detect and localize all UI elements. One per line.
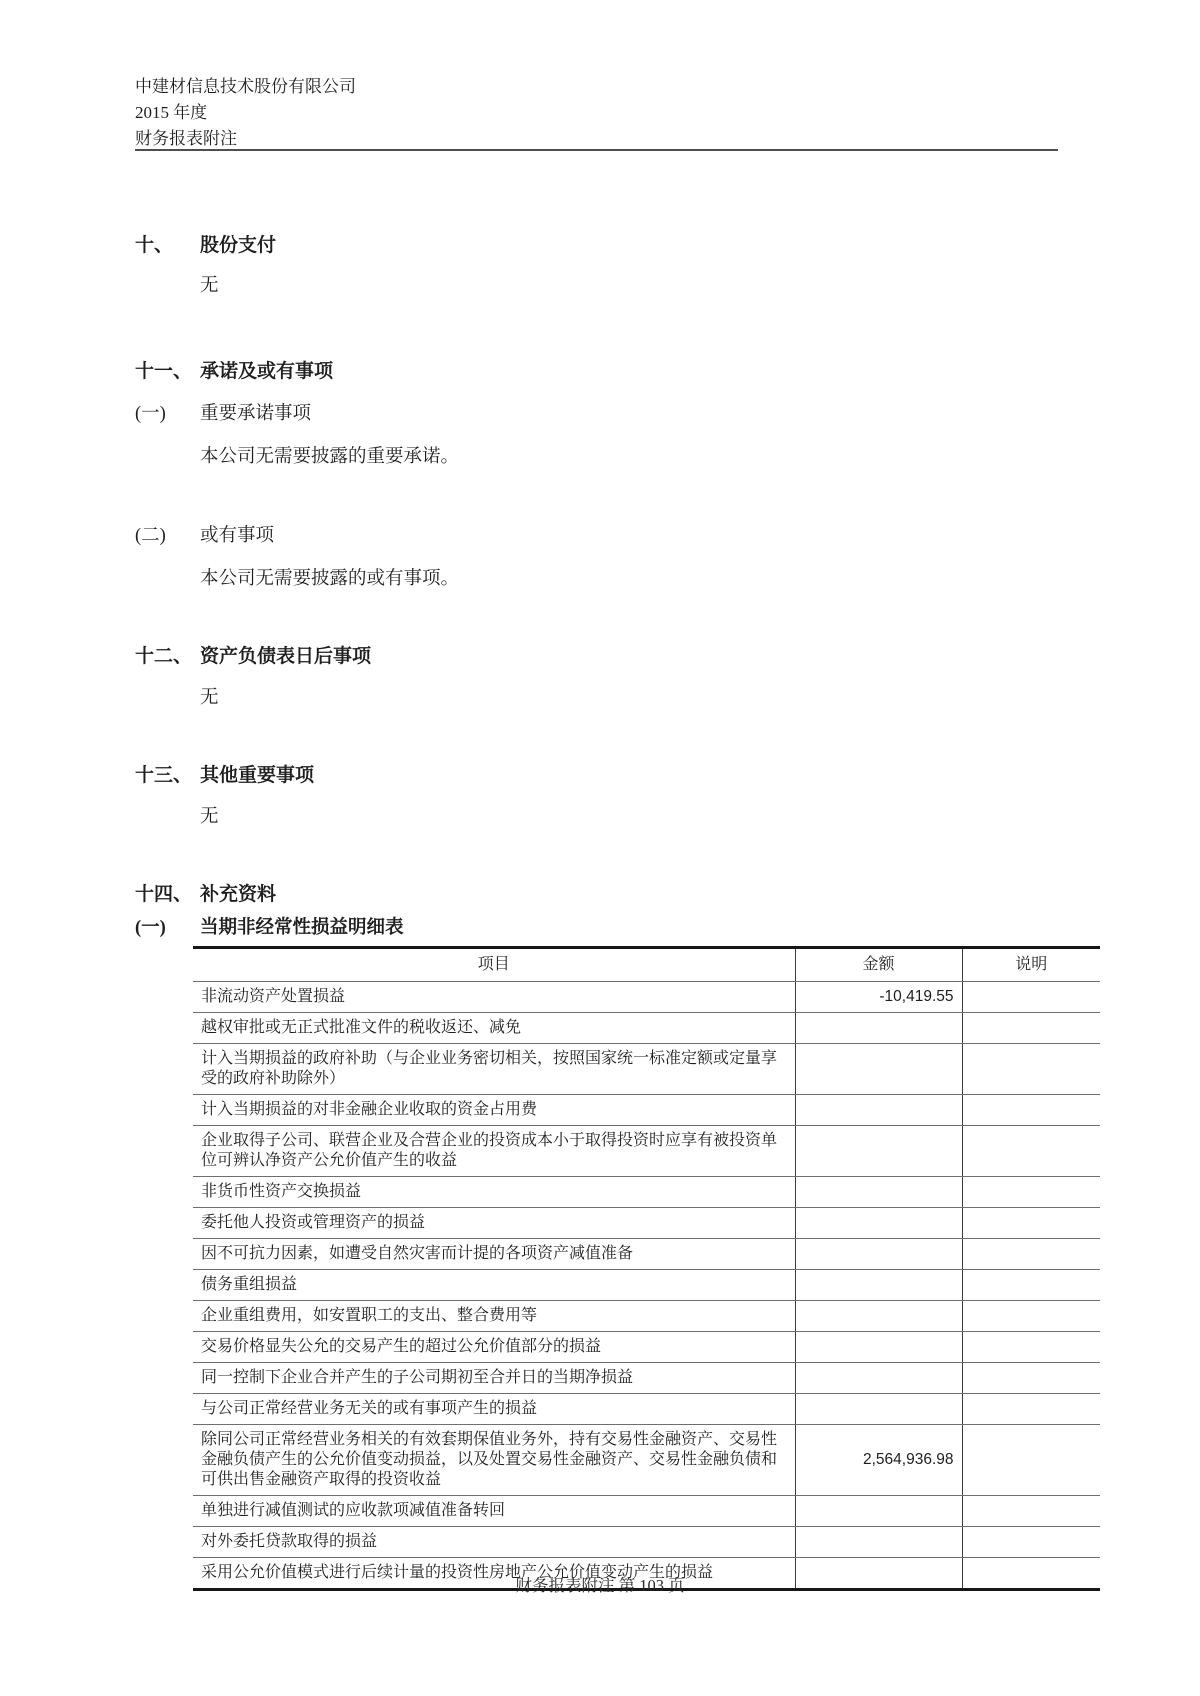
subsection-title: 当期非经常性损益明细表 [200, 918, 404, 938]
cell-item: 债务重组损益 [193, 1270, 795, 1301]
cell-amount [795, 1270, 962, 1301]
section-10-body: 无 [200, 276, 219, 296]
cell-amount [795, 1095, 962, 1126]
table-row [193, 1013, 1100, 1044]
document-header [135, 74, 356, 152]
cell-note [962, 1044, 1100, 1095]
document-title: 财务报表附注 [135, 129, 237, 148]
cell-item: 计入当期损益的政府补助（与企业业务密切相关，按照国家统一标准定额或定量享受的政府补助除外） [193, 1044, 795, 1095]
section-title: 补充资料 [200, 884, 277, 905]
cell-item: 企业取得子公司、联营企业及合营企业的投资成本小于取得投资时应享有被投资单位可辨认净资产公允价值产生的收益 [193, 1126, 795, 1177]
column-header-note: 说明 [962, 948, 1100, 982]
cell-amount [795, 1013, 962, 1044]
cell-item: 委托他人投资或管理资产的损益 [193, 1208, 795, 1239]
cell-item: 单独进行减值测试的应收款项减值准备转回 [193, 1496, 795, 1527]
section-number: 十、 [135, 235, 174, 256]
table-row [193, 1095, 1100, 1126]
table-row [193, 1270, 1100, 1301]
cell-item: 非流动资产处置损益 [193, 982, 795, 1013]
cell-item: 对外委托贷款取得的损益 [193, 1527, 795, 1558]
cell-note [962, 1332, 1100, 1363]
cell-item: 因不可抗力因素，如遭受自然灾害而计提的各项资产减值准备 [193, 1239, 795, 1270]
subsection-title: 重要承诺事项 [200, 404, 312, 424]
section-11-2-body: 本公司无需要披露的或有事项。 [200, 569, 460, 589]
cell-amount [795, 1527, 962, 1558]
cell-note [962, 982, 1100, 1013]
section-11-1-body: 本公司无需要披露的重要承诺。 [200, 447, 460, 467]
cell-item: 计入当期损益的对非金融企业收取的资金占用费 [193, 1095, 795, 1126]
cell-note [962, 1527, 1100, 1558]
cell-amount [795, 1363, 962, 1394]
table-row [193, 1301, 1100, 1332]
cell-note [962, 1126, 1100, 1177]
cell-item: 与公司正常经营业务无关的或有事项产生的损益 [193, 1394, 795, 1425]
cell-note [962, 1496, 1100, 1527]
cell-item: 采用公允价值模式进行后续计量的投资性房地产公允价值变动产生的损益 [193, 1558, 795, 1590]
table-row [193, 1394, 1100, 1425]
cell-amount [795, 1394, 962, 1425]
cell-amount [795, 1496, 962, 1527]
section-number: 十二、 [135, 646, 193, 667]
cell-note [962, 1239, 1100, 1270]
table-row [193, 1527, 1100, 1558]
header-divider [135, 149, 1058, 151]
cell-amount [795, 1177, 962, 1208]
section-title: 承诺及或有事项 [200, 361, 334, 382]
cell-note [962, 1095, 1100, 1126]
cell-note [962, 1363, 1100, 1394]
section-title: 其他重要事项 [200, 765, 315, 786]
page-footer: 财务报表附注 第 103 页 [515, 1576, 685, 1595]
non-recurring-gains-losses-table [193, 946, 1100, 1591]
section-14-1-heading [135, 913, 404, 939]
cell-amount: -10,419.55 [795, 982, 962, 1013]
cell-note [962, 1301, 1100, 1332]
cell-amount [795, 1239, 962, 1270]
cell-note [962, 1270, 1100, 1301]
cell-note [962, 1394, 1100, 1425]
cell-amount [795, 1126, 962, 1177]
table-row [193, 1496, 1100, 1527]
table-row [193, 1332, 1100, 1363]
cell-amount [795, 1332, 962, 1363]
section-13-body: 无 [200, 807, 219, 827]
column-header-item: 项目 [193, 948, 795, 982]
table-row [193, 1363, 1100, 1394]
section-number: 十四、 [135, 884, 193, 905]
section-12-heading [135, 641, 371, 668]
table-row [193, 1239, 1100, 1270]
section-11-2-heading [135, 521, 274, 547]
cell-amount: 2,564,936.98 [795, 1425, 962, 1496]
table-row [193, 1425, 1100, 1496]
cell-note [962, 1208, 1100, 1239]
report-year: 2015 年度 [135, 103, 208, 122]
cell-note [962, 1425, 1100, 1496]
section-10-heading [135, 230, 276, 257]
section-11-heading [135, 356, 333, 383]
table-row [193, 1044, 1100, 1095]
section-13-heading [135, 760, 314, 787]
table-row [193, 1177, 1100, 1208]
table-row [193, 1126, 1100, 1177]
section-12-body: 无 [200, 688, 219, 708]
cell-amount [795, 1208, 962, 1239]
cell-item: 同一控制下企业合并产生的子公司期初至合并日的当期净损益 [193, 1363, 795, 1394]
subsection-number: (一) [135, 404, 166, 424]
section-11-1-heading [135, 399, 311, 425]
section-number: 十三、 [135, 765, 193, 786]
cell-item: 企业重组费用，如安置职工的支出、整合费用等 [193, 1301, 795, 1332]
section-title: 股份支付 [200, 235, 277, 256]
cell-item: 交易价格显失公允的交易产生的超过公允价值部分的损益 [193, 1332, 795, 1363]
cell-amount [795, 1044, 962, 1095]
section-title: 资产负债表日后事项 [200, 646, 372, 667]
subsection-title: 或有事项 [200, 526, 275, 546]
section-number: 十一、 [135, 361, 193, 382]
cell-item: 越权审批或无正式批准文件的税收返还、减免 [193, 1013, 795, 1044]
table-row [193, 982, 1100, 1013]
subsection-number: (二) [135, 526, 166, 546]
company-name: 中建材信息技术股份有限公司 [135, 77, 356, 96]
cell-note [962, 1177, 1100, 1208]
table-header-row [193, 948, 1100, 982]
cell-amount [795, 1301, 962, 1332]
cell-item: 非货币性资产交换损益 [193, 1177, 795, 1208]
column-header-amount: 金额 [795, 948, 962, 982]
subsection-number: (一) [135, 918, 166, 938]
section-14-heading [135, 879, 276, 906]
table-row [193, 1208, 1100, 1239]
cell-note [962, 1013, 1100, 1044]
cell-item: 除同公司正常经营业务相关的有效套期保值业务外，持有交易性金融资产、交易性金融负债产生的公允价值变动损益，以及处置交易性金融资产、交易性金融负债和可供出售金融资产取得的投资收益 [193, 1425, 795, 1496]
